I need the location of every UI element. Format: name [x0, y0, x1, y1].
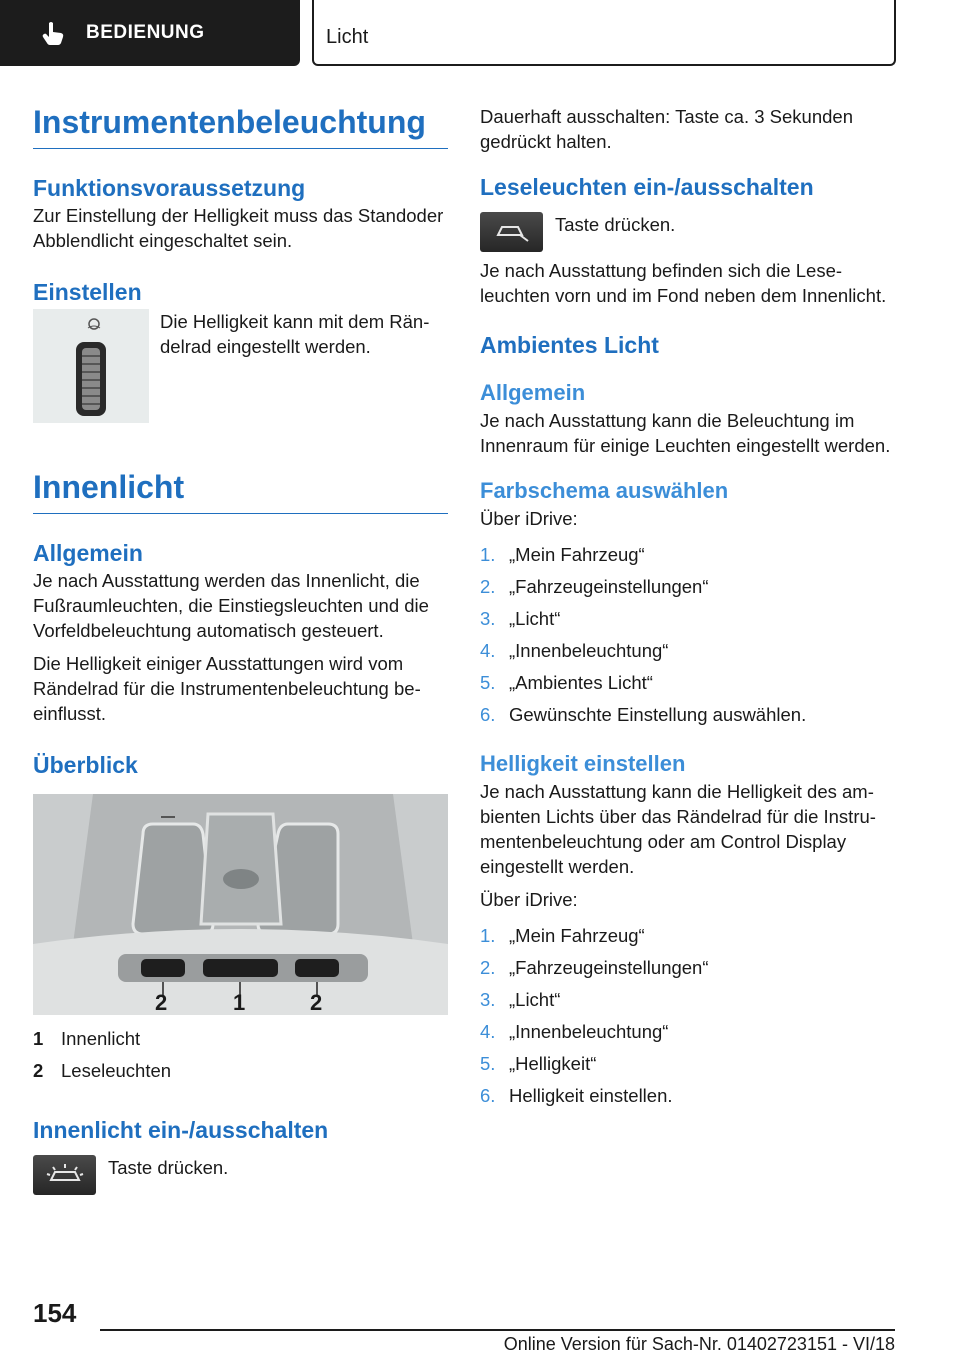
section-label: BEDIENUNG: [86, 22, 205, 43]
callout-2-right: 2: [310, 990, 323, 1015]
interior-light-button-icon: [33, 1155, 96, 1195]
text-leseleuchten: Je nach Ausstattung befinden sich die Leseleuchten vorn und im Fond neben dem Innenlicht.: [480, 260, 887, 306]
legend-item: 2 Leseleuchten: [33, 1060, 172, 1081]
list-item: 5. „Ambientes Licht“: [480, 672, 653, 693]
callout-1: 1: [233, 990, 246, 1015]
list-item: 3. „Licht“: [480, 608, 561, 629]
heading-leseleuchten: Leseleuchten ein-/ausschalten: [480, 174, 814, 200]
heading-innenlicht: Innenlicht: [33, 463, 448, 514]
legend-item: 1 Innenlicht: [33, 1028, 141, 1049]
callout-2-left: 2: [155, 990, 168, 1015]
heading-ambientes-licht: Ambientes Licht: [480, 332, 659, 358]
overhead-console-image: [33, 794, 448, 1015]
hand-pointer-icon: [40, 20, 66, 46]
heading-einstellen: Einstellen: [33, 279, 142, 305]
heading-allgemein-right: Allgemein: [480, 380, 586, 405]
heading-allgemein-left: Allgemein: [33, 540, 143, 566]
text-funktion: Zur Einstellung der Helligkeit muss das Standoder Abblendlicht eingeschaltet sein.: [33, 205, 444, 251]
text-einstellen: Die Helligkeit kann mit dem Rändelrad eingestellt werden.: [160, 311, 430, 357]
text-lese-taste: Taste drücken.: [555, 214, 676, 235]
text-helligkeit: Je nach Ausstattung kann die Helligkeit des ambienten Lichts über das Rändelrad für die Instrumentenbeleuchtung oder am Control Display eingestellt werden.: [480, 781, 876, 877]
footer-online-version: Online Version für Sach-Nr. 01402723151 - VI/18: [503, 1334, 895, 1354]
text-dauerhaft: Dauerhaft ausschalten: Taste ca. 3 Sekunden gedrückt halten.: [480, 106, 853, 152]
list-item: 1. „Mein Fahrzeug“: [480, 544, 645, 565]
text-idrive-2: Über iDrive:: [480, 889, 578, 910]
text-allgemein-1: Je nach Ausstattung werden das Innenlicht, die Fußraumleuchten, die Einstiegsleuchten und die Vorfeldbeleuchtung automatisch gesteuert.: [33, 570, 429, 641]
text-idrive-1: Über iDrive:: [480, 508, 578, 529]
footer-divider: [100, 1329, 895, 1331]
thumbwheel-image: [33, 309, 149, 423]
left-column: [33, 98, 448, 1195]
legend: [33, 1023, 448, 1087]
thumbwheel-icon: [61, 314, 121, 418]
list-item: 2. „Fahrzeugeinstellungen“: [480, 576, 709, 597]
heading-funktionsvoraussetzung: Funktionsvoraussetzung: [33, 175, 306, 201]
list-item: 3. „Licht“: [480, 989, 561, 1010]
list-item: 4. „Innenbeleuchtung“: [480, 1021, 669, 1042]
chapter-title: Licht: [312, 0, 896, 66]
page-number: 154: [33, 1298, 77, 1328]
right-column: [480, 104, 900, 1112]
text-allgemein-ambient: Je nach Ausstattung kann die Beleuchtung im Innenraum für einige Leuchten eingestellt werden.: [480, 410, 891, 456]
reading-light-button-icon: [480, 212, 543, 252]
text-allgemein-2: Die Helligkeit einiger Ausstattungen wird vom Rändelrad für die Instrumentenbeleuchtung beeinflusst.: [33, 653, 421, 724]
list-item: 6. Helligkeit einstellen.: [480, 1085, 673, 1106]
heading-instrumentenbeleuchtung: Instrumentenbeleuchtung: [33, 98, 448, 149]
list-farbschema: [480, 539, 900, 731]
list-item: 4. „Innenbeleuchtung“: [480, 640, 669, 661]
heading-helligkeit: Helligkeit einstellen: [480, 751, 686, 776]
text-innenlicht-taste: Taste drücken.: [108, 1157, 229, 1178]
heading-farbschema: Farbschema auswählen: [480, 478, 729, 503]
list-item: 5. „Helligkeit“: [480, 1053, 597, 1074]
list-item: 2. „Fahrzeugeinstellungen“: [480, 957, 709, 978]
heading-innenlicht-ein-aus: Innenlicht ein-/ausschalten: [33, 1117, 329, 1143]
list-item: 6. Gewünschte Einstellung auswählen.: [480, 704, 807, 725]
list-item: 1. „Mein Fahrzeug“: [480, 925, 645, 946]
heading-ueberblick: Überblick: [33, 752, 138, 778]
list-helligkeit: [480, 920, 900, 1112]
section-tab: [0, 0, 300, 66]
